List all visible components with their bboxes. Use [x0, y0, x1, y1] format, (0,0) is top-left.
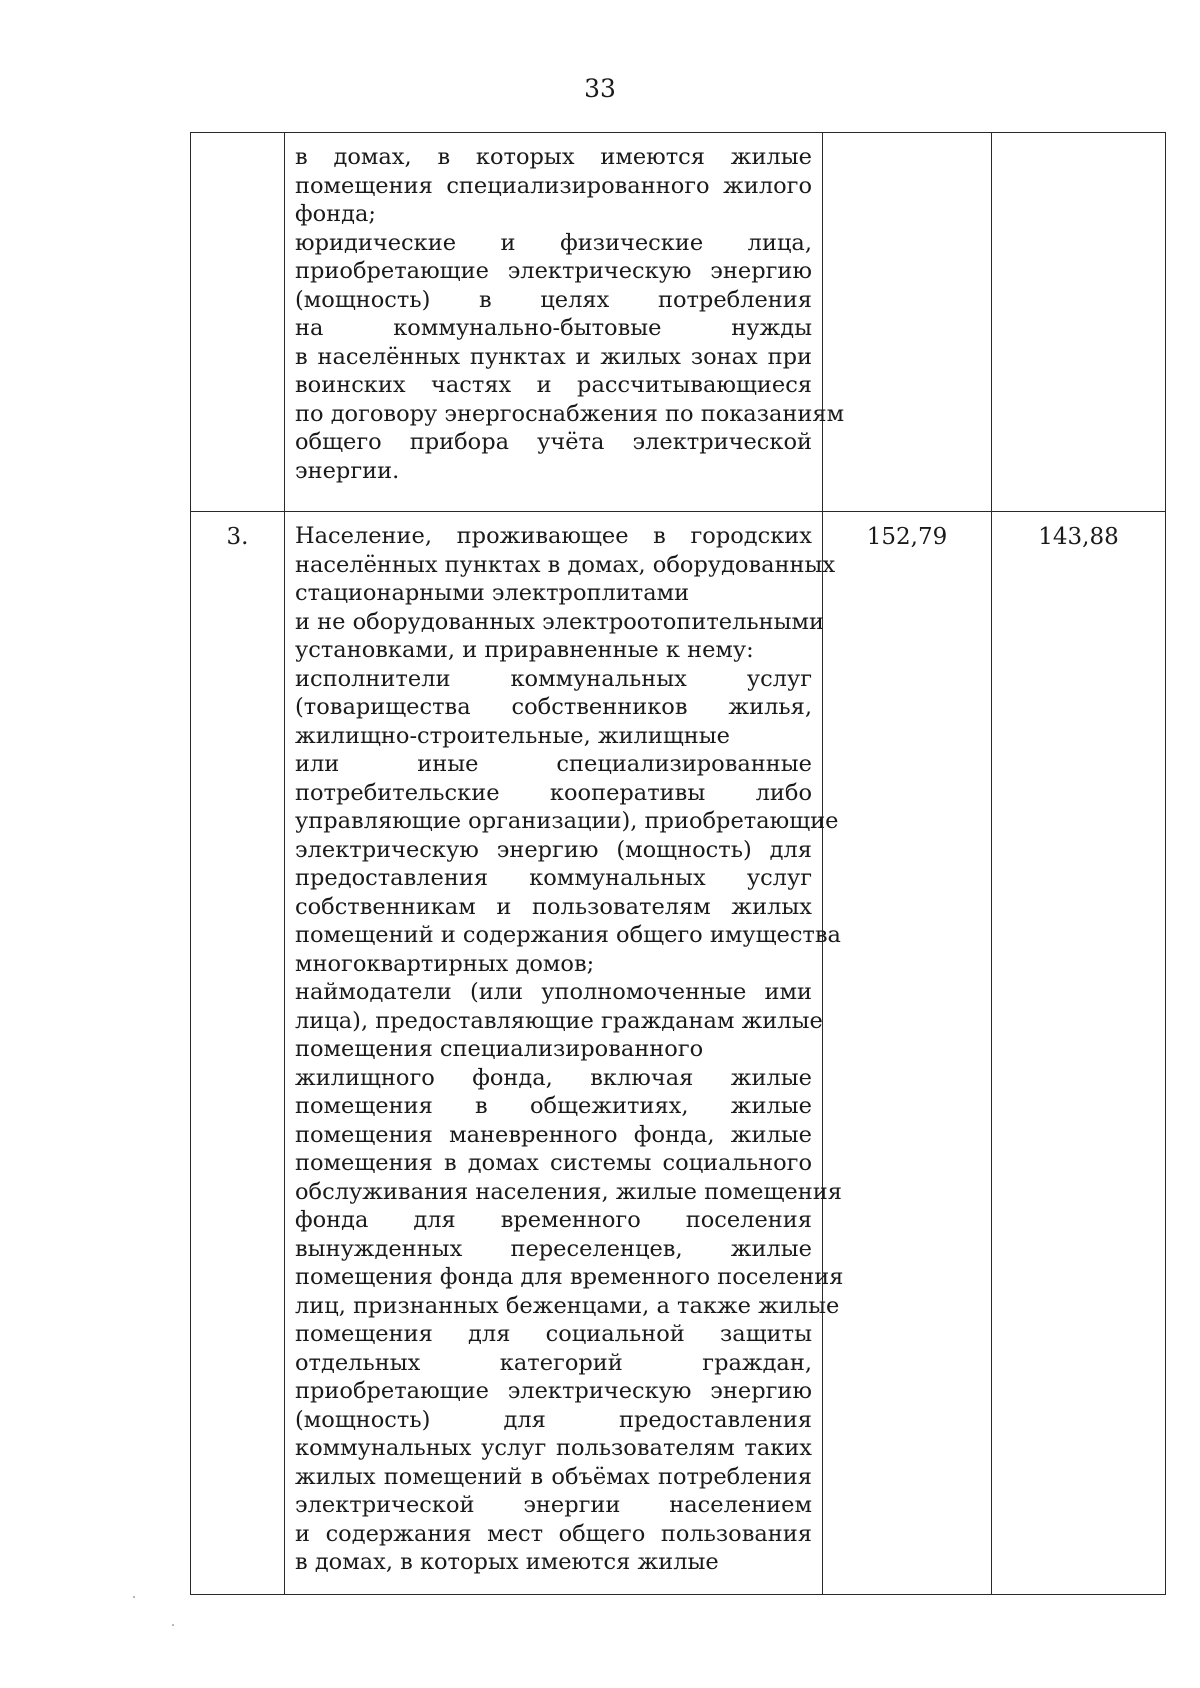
tariff-value-2-cell [992, 133, 1166, 512]
description-line: населённых пунктах в домах, оборудованных [295, 551, 836, 578]
description-line: (товарищества собственников жилья, [295, 694, 812, 720]
description-line: по договору энергоснабжения по показаниям [295, 400, 845, 427]
description-line: лиц, признанных беженцами, а также жилые [295, 1292, 840, 1319]
description-line: жилых помещений в объёмах потребления [295, 1463, 812, 1490]
description-line: электрическую энергию (мощность) для [295, 836, 812, 863]
description-line: или иные специализированные [295, 751, 812, 777]
description-line: электрической энергии населением [295, 1492, 812, 1518]
tariff-value-2-cell: 143,88 [992, 512, 1166, 1595]
table-row [191, 512, 1166, 1595]
description-line: многоквартирных домов; [295, 950, 595, 977]
description-line: помещения фонда для временного поселения [295, 1264, 844, 1290]
description-line: и содержания мест общего пользования [295, 1520, 812, 1547]
description-line: фонда; [295, 201, 377, 227]
description-line: помещения в общежитиях, жилые [295, 1093, 812, 1119]
description-line: Население, проживающее в городских [295, 523, 812, 549]
description-line: в домах, в которых имеются жилые [295, 144, 812, 170]
description-line: отдельных категорий граждан, [295, 1349, 812, 1376]
description-line: фонда для временного поселения [295, 1207, 812, 1233]
description-line: помещения маневренного фонда, жилые [295, 1121, 812, 1148]
row-description-cell [285, 512, 844, 1595]
description-line: помещения в домах системы социального [295, 1150, 812, 1176]
description-line: исполнители коммунальных услуг [295, 665, 812, 692]
description-line: (мощность) в целях потребления [295, 286, 812, 313]
row-number-cell: 3. [191, 512, 285, 1595]
description-line: потребительские кооперативы либо [295, 779, 812, 806]
description-line: помещения специализированного [295, 1036, 704, 1062]
tariff-value-1-cell [823, 133, 992, 512]
description-line: вынужденных переселенцев, жилые [295, 1235, 812, 1262]
description-line: энергии. [295, 457, 400, 484]
description-line: жилищного фонда, включая жилые [295, 1064, 812, 1091]
row-number-cell [191, 133, 285, 512]
tariff-table [190, 132, 1166, 1595]
description-line: на коммунально-бытовые нужды [295, 315, 812, 341]
description-line: (мощность) для предоставления [295, 1406, 812, 1433]
description-line: установками, и приравненные к нему: [295, 637, 754, 663]
description-line: приобретающие электрическую энергию [295, 258, 812, 284]
scan-speck [172, 1624, 174, 1626]
description-line: воинских частях и рассчитывающиеся [295, 372, 812, 398]
tariff-value-1-cell: 152,79 [823, 512, 992, 1595]
description-line: коммунальных услуг пользователям таких [295, 1435, 812, 1461]
table-row [191, 133, 1166, 512]
description-line: помещения для социальной защиты [295, 1321, 812, 1347]
description-line: предоставления коммунальных услуг [295, 865, 812, 891]
scan-speck [133, 1596, 135, 1598]
description-line: помещений и содержания общего имущества [295, 922, 841, 948]
description-line: лица), предоставляющие гражданам жилые [295, 1007, 823, 1034]
description-line: в населённых пунктах и жилых зонах при [295, 343, 812, 370]
description-line: собственникам и пользователям жилых [295, 893, 812, 920]
description-line: юридические и физические лица, [295, 229, 812, 256]
description-line: приобретающие электрическую энергию [295, 1378, 812, 1404]
description-line: помещения специализированного жилого [295, 172, 812, 199]
description-line: общего прибора учёта электрической [295, 429, 812, 455]
description-line: наймодатели (или уполномоченные ими [295, 979, 812, 1005]
description-line: и не оборудованных электроотопительными [295, 608, 825, 635]
description-line: управляющие организации), приобретающие [295, 808, 839, 834]
description-line: стационарными электроплитами [295, 580, 690, 606]
row-description-cell [285, 133, 845, 512]
description-line: обслуживания населения, жилые помещения [295, 1178, 842, 1205]
page-number: 33 [584, 74, 616, 103]
description-line: жилищно-строительные, жилищные [295, 722, 730, 749]
description-line: в домах, в которых имеются жилые [295, 1549, 719, 1575]
